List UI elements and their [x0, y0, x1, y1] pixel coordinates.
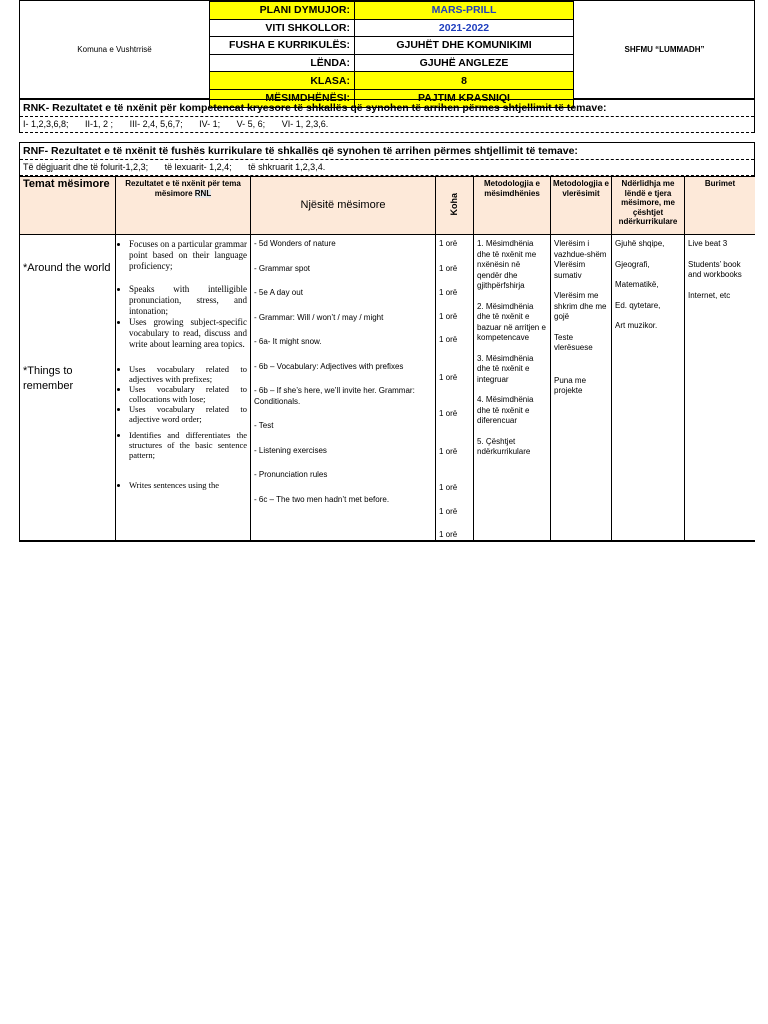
time-item: 1 orë	[439, 335, 458, 344]
time-item: 1 orë	[439, 409, 458, 418]
assessment-item: Vlerësim me shkrim dhe me gojë	[554, 291, 607, 321]
assessment-item: Vlerësim i vazhdue-shëm	[554, 239, 607, 259]
info-label: FUSHA E KURRIKULËS:	[210, 37, 355, 55]
teaching-item: 3. Mësimdhënia dhe të nxënit e integruar	[477, 353, 534, 384]
unit-item: - Listening exercises	[254, 445, 327, 455]
time-item: 1 orë	[439, 372, 458, 382]
table-row	[20, 235, 756, 543]
unit-item: - Pronunciation rules	[254, 470, 328, 479]
unit-item: - Grammar: Will / won’t / may / might	[254, 312, 384, 322]
unit-item: - 6b – If she’s here, we’ll invite her. Grammar: Conditionals.	[254, 386, 415, 406]
info-value: GJUHËT DHE KOMUNIKIMI	[355, 37, 574, 55]
unit-item: - 6b – Vocabulary: Adjectives with prefixes	[254, 361, 404, 371]
resource-item: Internet, etc	[688, 290, 731, 300]
col-header-assessment: Metodologjia e vlerësimit	[551, 177, 612, 235]
table-header-row	[20, 177, 756, 235]
link-item: Ed. qytetare,	[615, 300, 661, 310]
time-item: 1 orë	[439, 446, 458, 456]
unit-item: - Grammar spot	[254, 263, 311, 273]
lesson-plan-table	[19, 176, 755, 542]
plan-info-table	[209, 1, 574, 108]
result-item: • Speaks with intelligible pronunciation, stress, and intonation;	[129, 284, 247, 317]
col-header-resources: Burimet	[685, 177, 756, 235]
school-name: SHFMU “LUMMADH”	[573, 1, 755, 98]
col-header-units: Njësitë mësimore	[251, 177, 436, 235]
rnk-item: III- 2,4, 5,6,7;	[129, 119, 183, 129]
rnk-heading: RNK- Rezultatet e të nxënit për kompetencat kryesore të shkallës që synohen të arrihen përmes shtjellimit të temave:	[20, 99, 754, 117]
col-header-links: Ndërlidhja me lëndë e tjera mësimore, me çështjet ndërkurrikulare	[612, 177, 685, 235]
info-label: KLASA:	[210, 72, 355, 90]
time-item: 1 orë	[439, 506, 458, 516]
time-item: 1 orë	[439, 288, 458, 297]
resource-item: Students’ book and workbooks	[688, 259, 742, 279]
rnf-heading: RNF- Rezultatet e të nxënit të fushës kurrikulare të shkallës që synohen të arrihen përmes shtjellimit të temave:	[20, 142, 754, 160]
unit-item: - 6c – The two men hadn’t met before.	[254, 494, 390, 504]
info-value: MARS-PRILL	[355, 2, 574, 20]
links-cell	[612, 235, 685, 543]
results-header-text: Rezultatet e të nxënit për tema mësimore	[125, 179, 241, 198]
link-item: Gjeografi,	[615, 259, 650, 269]
teaching-item: 2. Mësimdhënia dhe të nxënit e bazuar në arritjen e kompetencave	[477, 301, 546, 342]
rnk-section	[19, 99, 755, 133]
rnf-item: Të dëgjuarit dhe të folurit-1,2,3;	[23, 162, 149, 172]
info-row-subject	[210, 54, 574, 72]
teaching-item: 4. Mësimdhënia dhe të nxënit e diferencuar	[477, 395, 534, 425]
link-item: Gjuhë shqipe,	[615, 239, 665, 248]
resources-cell	[685, 235, 756, 543]
time-header-text: Koha	[448, 193, 459, 216]
info-row-field	[210, 37, 574, 55]
info-value: 8	[355, 72, 574, 90]
info-label: VITI SHKOLLOR:	[210, 19, 355, 37]
result-item: • Identifies and differentiates the structures of the basic sentence pattern;	[129, 430, 247, 460]
rnk-item: II-1, 2 ;	[85, 119, 114, 129]
assessment-item: Teste vlerësuese	[554, 332, 593, 352]
results-cell	[116, 235, 251, 543]
info-row-year	[210, 19, 574, 37]
teaching-cell	[474, 235, 551, 543]
lesson-plan-document	[19, 0, 755, 542]
time-cell	[436, 235, 474, 543]
time-item: 1 orë	[439, 239, 458, 248]
rnk-item: VI- 1, 2,3,6.	[281, 119, 329, 129]
info-label: MËSIMDHËNËSI:	[210, 89, 355, 107]
units-cell	[251, 235, 436, 543]
rnf-item: të lexuarit- 1,2,4;	[164, 162, 232, 172]
municipality-label: Komuna e Vushtrrisë	[20, 1, 210, 98]
rnk-item: IV- 1;	[199, 119, 221, 129]
col-header-topics: Temat mësimore	[20, 177, 116, 235]
assessment-item: Vlerësim sumativ	[554, 260, 586, 280]
resource-item: Live beat 3	[688, 239, 728, 248]
info-row-period	[210, 2, 574, 20]
assessment-cell	[551, 235, 612, 543]
col-header-time	[436, 177, 474, 235]
link-item: Art muzikor.	[615, 321, 658, 330]
rnk-item: V- 5, 6;	[236, 119, 266, 129]
rnk-item: I- 1,2,3,6,8;	[23, 119, 69, 129]
unit-item: - Test	[254, 421, 274, 430]
teaching-item: 1. Mësimdhënia dhe të nxënit me nxënësin në qendër dhe gjithpërfshirja	[477, 239, 537, 290]
unit-item: - 5e A day out	[254, 288, 303, 297]
result-item: • Writes sentences using the	[129, 480, 247, 490]
col-header-results	[116, 177, 251, 235]
rnf-section	[19, 142, 755, 176]
result-item: • Uses vocabulary related to adjective word order;	[129, 404, 247, 424]
info-value: 2021-2022	[355, 19, 574, 37]
time-item: 1 orë	[439, 530, 458, 539]
topic-item: *Things to remember	[23, 365, 74, 392]
time-item: 1 orë	[439, 483, 458, 492]
rnf-item: të shkruarit 1,2,3,4.	[248, 162, 326, 172]
info-value: PAJTIM KRASNIQI	[355, 89, 574, 107]
plan-header	[19, 0, 755, 105]
rnk-items	[20, 117, 754, 133]
assessment-item: Puna me projekte	[554, 375, 587, 395]
info-label: LËNDA:	[210, 54, 355, 72]
result-item: • Focuses on a particular grammar point based on their language proficiency;	[129, 239, 247, 272]
result-item: • Uses vocabulary related to adjectives with prefixes;	[129, 364, 247, 384]
info-label: PLANI DYMUJOR:	[210, 2, 355, 20]
info-value: GJUHË ANGLEZE	[355, 54, 574, 72]
teaching-item: 5. Çështjet ndërkurrikulare	[477, 436, 531, 456]
results-header-highlight: RNL	[194, 188, 212, 198]
rnf-items	[20, 160, 754, 176]
result-item: • Uses growing subject-specific vocabulary to read, discuss and write about learning area topics.	[129, 317, 247, 350]
time-item: 1 orë	[439, 263, 458, 273]
topics-cell	[20, 235, 116, 543]
page-cut-divider	[19, 540, 755, 542]
unit-item: - 6a- It might snow.	[254, 337, 322, 346]
link-item: Matematikë,	[615, 280, 659, 289]
result-item: • Uses vocabulary related to collocations with lose;	[129, 384, 247, 404]
info-row-class	[210, 72, 574, 90]
col-header-teaching: Metodologjia e mësimdhënies	[474, 177, 551, 235]
unit-item: - 5d Wonders of nature	[254, 239, 336, 248]
topic-item: *Around the world	[23, 262, 111, 274]
time-item: 1 orë	[439, 311, 458, 321]
